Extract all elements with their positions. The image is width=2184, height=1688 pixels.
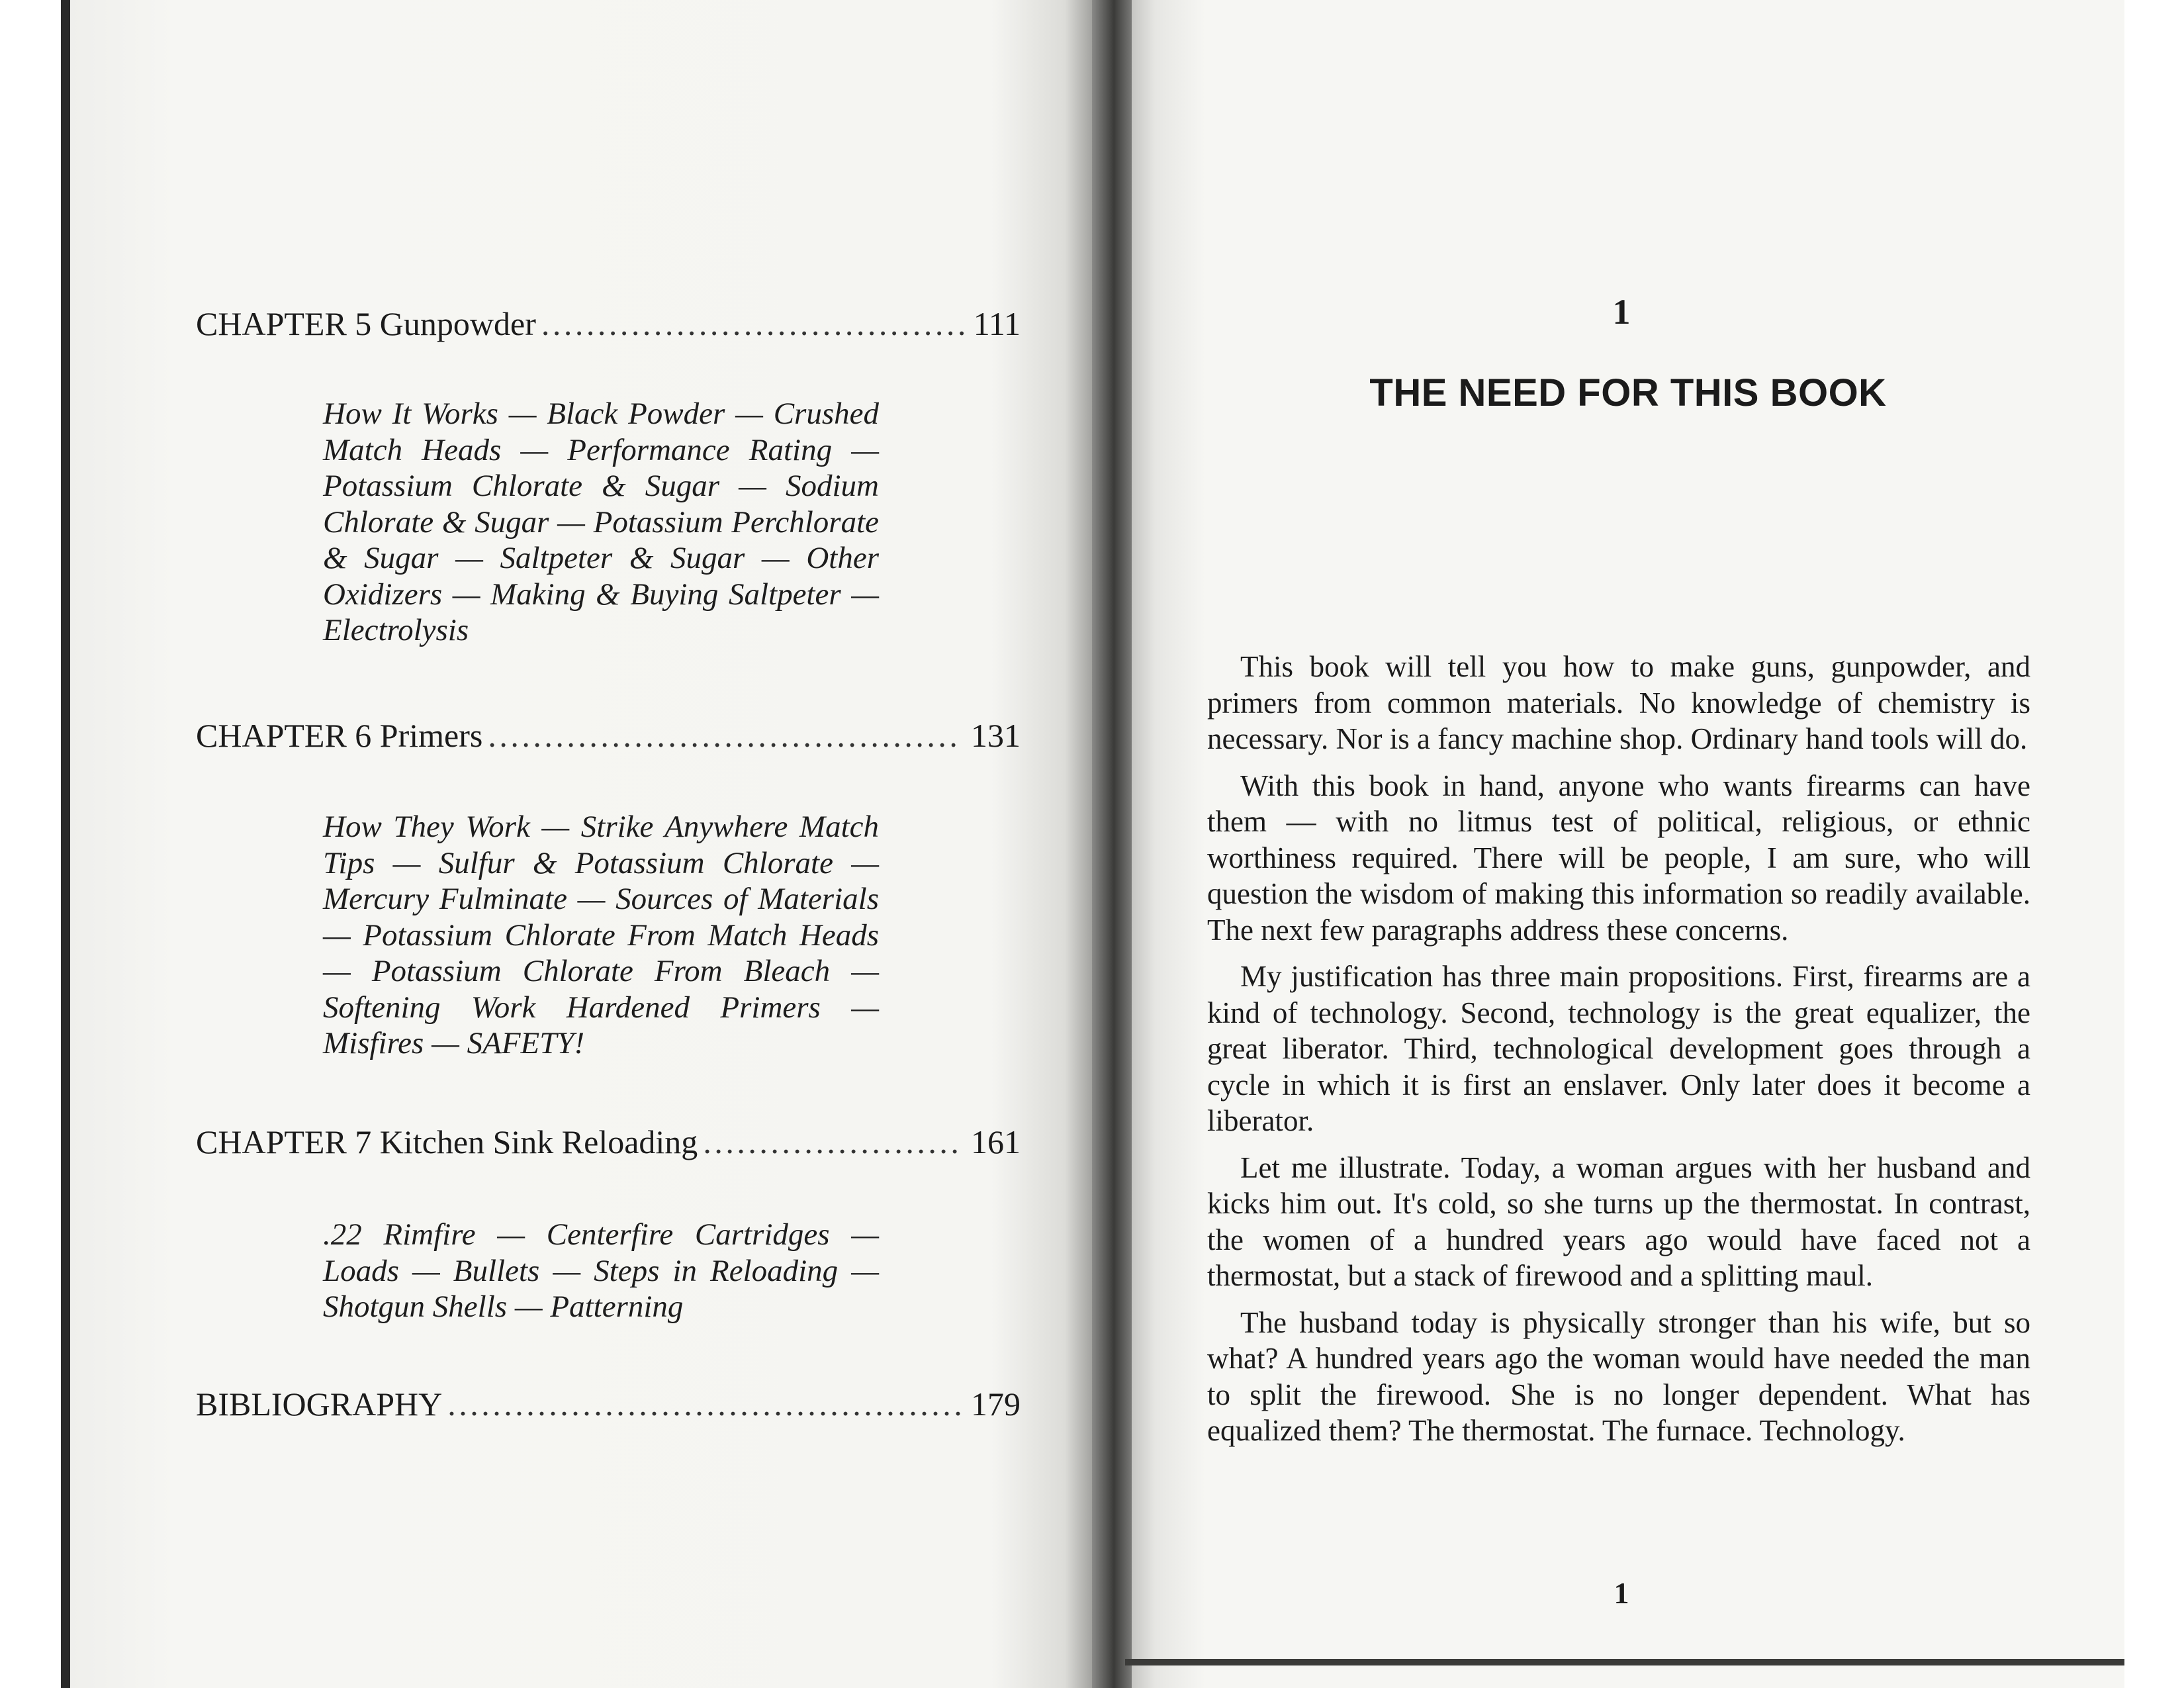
book-edge-left [61, 0, 70, 1688]
toc-entry-description: How It Works — Black Powder — Crushed Match Heads — Performance Rating — Potassium Chlorate & Sugar — Sodium Chlorate & Sugar — Potassium Perchlorate & Sugar — Saltpeter & Sugar — Other Oxidizers — Making & Buying Saltpeter — Electrolysis [323, 397, 879, 647]
body-paragraph: This book will tell you how to make guns, gunpowder, and primers from common materials. No knowledge of chemistry is necessary. Nor is a fancy machine shop. Ordinary hand tools will do. [1207, 650, 2030, 755]
toc-leader-dots [488, 716, 962, 755]
toc-entry-label: CHAPTER 6 Primers [196, 717, 483, 754]
chapter-body [1207, 649, 2030, 1460]
toc-leader-dots [703, 1123, 962, 1161]
chapter-title: THE NEED FOR THIS BOOK [1369, 371, 1887, 414]
toc-leader-dots [541, 305, 964, 343]
toc-entry-chapter-5 [196, 305, 1021, 343]
toc-entry-description: .22 Rimfire — Centerfire Cartridges — Loads — Bullets — Steps in Reloading — Shotgun Shells — Patterning [323, 1217, 879, 1324]
body-paragraph: With this book in hand, anyone who wants firearms can have them — with no litmus test of political, religious, or ethnic worthiness required. There will be people, I am sure, who will question the wisdom of making this information so readily available. The next few paragraphs address these concerns. [1207, 769, 2030, 947]
toc-entry-bibliography [196, 1385, 1021, 1423]
toc-entry-page: 111 [973, 305, 1021, 342]
body-paragraph: My justification has three main propositions. First, firearms are a kind of technology. Second, technology is the great equalizer, the great liberator. Third, technological development goes through a cycle in which it is first an enslaver. Only later does it become a liberator. [1207, 960, 2030, 1137]
toc-entry-label: BIBLIOGRAPHY [196, 1385, 443, 1423]
toc-entry-page: 179 [971, 1385, 1021, 1423]
toc-entry-label: CHAPTER 5 Gunpowder [196, 305, 536, 342]
toc-entry-label: CHAPTER 7 Kitchen Sink Reloading [196, 1123, 698, 1160]
chapter-number: 1 [1612, 292, 1631, 332]
toc-entry-page: 131 [971, 717, 1021, 754]
body-paragraph: The husband today is physically stronger than his wife, but so what? A hundred years ago the woman would have needed the man to split the firewood. She is no longer dependent. What has equalized them? The thermostat. The furnace. Technology. [1207, 1305, 2030, 1447]
toc-entry-chapter-7 [196, 1123, 1021, 1161]
toc-entry-page: 161 [971, 1123, 1021, 1160]
body-paragraph: Let me illustrate. Today, a woman argues with her husband and kicks him out. It's cold, so she turns up the thermostat. In contrast, the women of a hundred years ago would have faced not a thermostat, but a stack of firewood and a splitting maul. [1207, 1150, 2030, 1292]
toc-entry-description: How They Work — Strike Anywhere Match Tips — Sulfur & Potassium Chlorate —Mercury Fulminate — Sources of Materials — Potassium Chlorate From Match Heads — Potassium Chlorate From Bleach — Softening Work Hardened Primers — Misfires — SAFETY! [323, 810, 879, 1060]
page-bottom-edge [1125, 1659, 2124, 1665]
toc-leader-dots [447, 1385, 962, 1423]
toc-entry-chapter-6 [196, 716, 1021, 755]
page-number: 1 [1614, 1576, 1629, 1610]
book-spine [1092, 0, 1132, 1688]
